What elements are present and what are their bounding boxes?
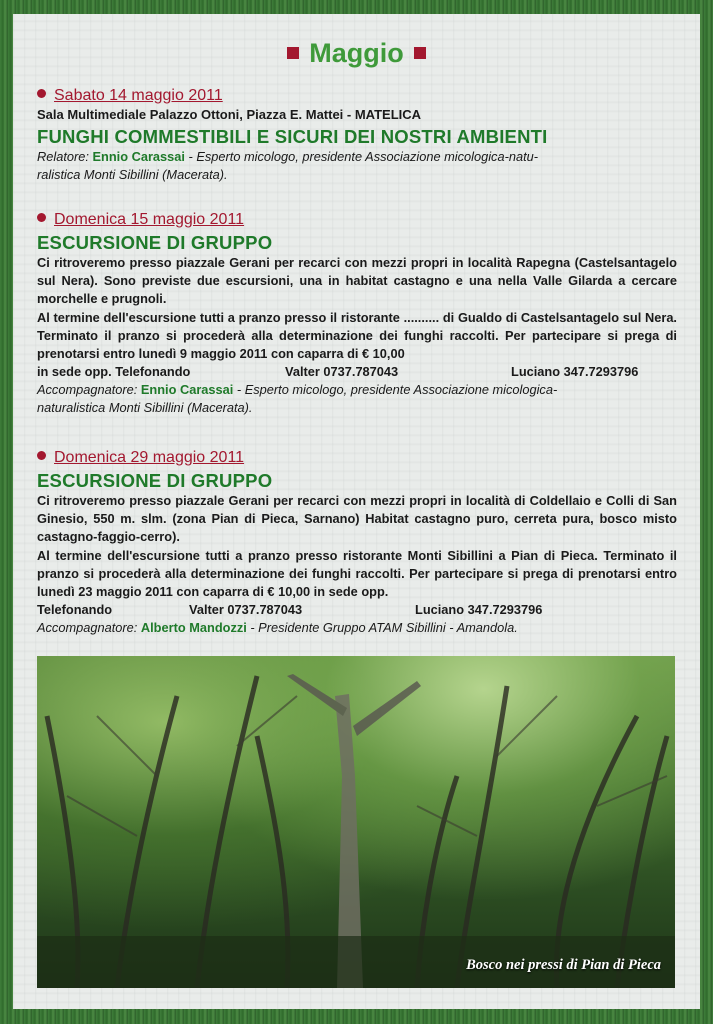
guide-description: - Esperto micologo, presidente Associazione micologica- xyxy=(233,382,558,398)
speaker-name: Ennio Carassai xyxy=(92,149,185,164)
speaker-role: Relatore: xyxy=(37,149,89,164)
bullet-icon xyxy=(37,89,46,98)
square-bullet-icon xyxy=(414,47,426,59)
bullet-icon xyxy=(37,213,46,222)
forest-photo xyxy=(37,656,675,988)
event-contacts xyxy=(37,363,677,381)
event-description: Ci ritroveremo presso piazzale Gerani per recarci con mezzi propri in località di Coldellaio e Colli di San Ginesio, 550 m. slm. (zona Pian di Pieca, Sarnano) Habitat castagno puro, cerreta pura, bosco misto castagno-faggio-cerro). xyxy=(37,493,677,545)
forest-illustration xyxy=(37,656,675,988)
event-description: Ci ritroveremo presso piazzale Gerani per recarci con mezzi propri in località Rapegna (Castelsantagelo sul Nera). Sono previste due escursioni, una in habitat castagno e una nella Valle Gilarda a cercare morchelle e prugnoli. xyxy=(37,255,677,307)
contact-valter: Valter 0737.787043 xyxy=(189,602,303,618)
event-speaker xyxy=(37,148,677,183)
event-guide xyxy=(37,381,677,416)
bullet-icon xyxy=(37,451,46,460)
guide-role: Accompagnatore: xyxy=(37,382,138,398)
guide-name: Ennio Carassai xyxy=(140,382,234,398)
event-title: ESCURSIONE DI GRUPPO xyxy=(37,470,273,491)
guide-name: Alberto Mandozzi xyxy=(140,620,247,636)
event-date xyxy=(37,448,677,468)
month-heading xyxy=(13,38,700,69)
event-contacts xyxy=(37,601,677,619)
guide-description-cont: naturalistica Monti Sibillini (Macerata). xyxy=(37,399,253,415)
photo-caption: Bosco nei pressi di Pian di Pieca xyxy=(466,957,661,973)
guide-description: - Presidente Gruppo ATAM Sibillini - Amandola. xyxy=(246,620,518,636)
event-date-text: Domenica 15 maggio 2011 xyxy=(54,211,245,228)
contact-intro: in sede opp. Telefonando xyxy=(37,364,191,380)
speaker-description: - Esperto micologo, presidente Associazione micologica-natu- xyxy=(184,149,539,164)
contact-luciano: Luciano 347.7293796 xyxy=(415,602,543,618)
month-title: Maggio xyxy=(309,38,404,68)
contact-luciano: Luciano 347.7293796 xyxy=(511,364,639,380)
event-guide xyxy=(37,619,677,637)
speaker-description-cont: ralistica Monti Sibillini (Macerata). xyxy=(37,166,228,182)
event-date-text: Domenica 29 maggio 2011 xyxy=(54,449,245,466)
event-title: FUNGHI COMMESTIBILI E SICURI DEI NOSTRI AMBIENTI xyxy=(37,126,548,147)
event-date xyxy=(37,210,677,230)
event-description-2: Al termine dell'escursione tutti a pranzo presso il ristorante .......... di Gualdo di Castelsantagelo sul Nera. Terminato il pranzo si procederà alla determinazione dei funghi raccolti. Per partecipare si prega di prenotarsi entro lunedì 9 maggio 2011 con caparra di € 10,00 xyxy=(37,309,677,362)
page-sheet xyxy=(13,14,700,1009)
contact-valter: Valter 0737.787043 xyxy=(285,364,399,380)
event-venue: Sala Multimediale Palazzo Ottoni, Piazza E. Mattei - MATELICA xyxy=(37,107,422,122)
event-title: ESCURSIONE DI GRUPPO xyxy=(37,232,273,253)
event-date-text: Sabato 14 maggio 2011 xyxy=(54,87,223,104)
event-1 xyxy=(37,86,677,183)
event-2 xyxy=(37,210,677,416)
event-date xyxy=(37,86,677,106)
event-description-2: Al termine dell'escursione tutti a pranzo presso ristorante Monti Sibillini a Pian di Pieca. Terminato il pranzo si procederà alla determinazione dei funghi raccolti. Per partecipare si prega di prenotarsi entro lunedì 23 maggio 2011 con caparra di € 10,00 in sede opp. xyxy=(37,547,677,600)
contact-intro: Telefonando xyxy=(37,602,113,618)
event-3 xyxy=(37,448,677,637)
square-bullet-icon xyxy=(287,47,299,59)
guide-role: Accompagnatore: xyxy=(37,620,138,636)
